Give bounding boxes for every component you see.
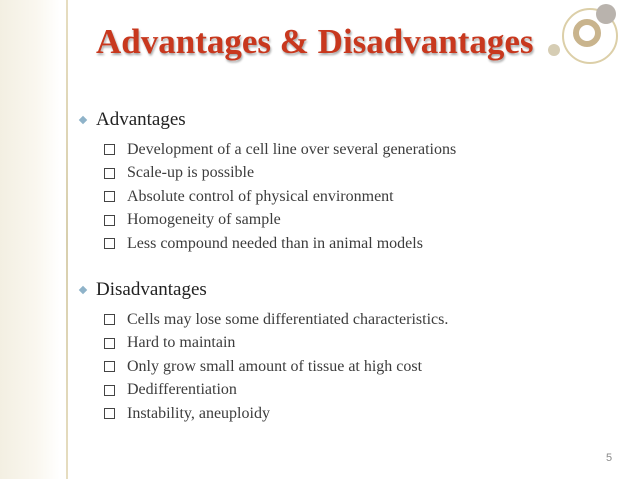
- decorative-ring-icon: [573, 19, 601, 47]
- decorative-edge-band: [0, 0, 60, 479]
- list-item: [104, 355, 448, 379]
- list-item: [104, 402, 448, 426]
- advantages-heading-row: [80, 108, 456, 132]
- list-item-text: Only grow small amount of tissue at high cost: [127, 357, 423, 375]
- list-item: [104, 308, 448, 332]
- advantages-section: [80, 108, 456, 256]
- square-checkbox-icon: [104, 215, 115, 226]
- list-item: [104, 379, 448, 403]
- list-item: [104, 162, 456, 186]
- diamond-bullet-icon: [79, 286, 87, 294]
- list-item-text: Instability, aneuploidy: [127, 404, 270, 422]
- page-number: 5: [606, 452, 613, 464]
- square-checkbox-icon: [104, 191, 115, 202]
- square-checkbox-icon: [104, 144, 115, 155]
- square-checkbox-icon: [104, 361, 115, 372]
- square-checkbox-icon: [104, 238, 115, 249]
- decorative-edge-line: [66, 0, 68, 479]
- decorative-small-dot-icon: [548, 44, 560, 56]
- diamond-bullet-icon: [79, 116, 87, 124]
- disadvantages-heading: Disadvantages: [96, 279, 207, 300]
- list-item-text: Scale-up is possible: [127, 164, 255, 182]
- list-item-text: Hard to maintain: [127, 334, 236, 352]
- list-item-text: Dedifferentiation: [127, 381, 237, 399]
- list-item: [104, 209, 456, 233]
- disadvantages-section: [80, 278, 448, 426]
- advantages-heading: Advantages: [96, 109, 186, 130]
- decorative-dot-icon: [596, 4, 616, 24]
- square-checkbox-icon: [104, 338, 115, 349]
- list-item: [104, 232, 456, 256]
- list-item: [104, 332, 448, 356]
- slide-title: Advantages & Disadvantages: [96, 22, 534, 61]
- list-item-text: Cells may lose some differentiated characteristics.: [127, 310, 449, 328]
- disadvantages-heading-row: [80, 278, 448, 302]
- list-item: [104, 138, 456, 162]
- list-item-text: Development of a cell line over several generations: [127, 140, 457, 158]
- list-item-text: Homogeneity of sample: [127, 211, 281, 229]
- list-item-text: Less compound needed than in animal models: [127, 234, 423, 252]
- advantages-list: [80, 138, 456, 256]
- square-checkbox-icon: [104, 408, 115, 419]
- square-checkbox-icon: [104, 168, 115, 179]
- disadvantages-list: [80, 308, 448, 426]
- square-checkbox-icon: [104, 385, 115, 396]
- list-item: [104, 185, 456, 209]
- list-item-text: Absolute control of physical environment: [127, 187, 394, 205]
- square-checkbox-icon: [104, 314, 115, 325]
